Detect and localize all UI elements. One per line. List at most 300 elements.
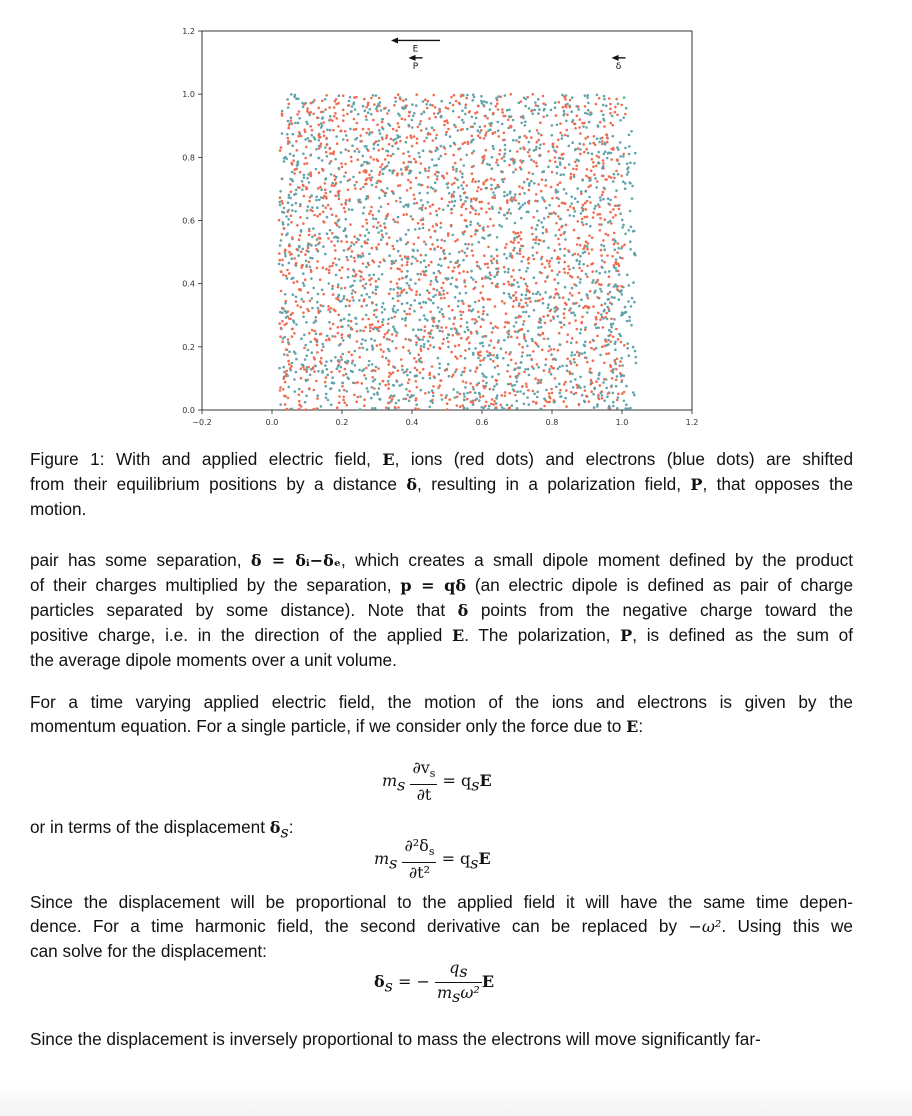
ion-point xyxy=(480,325,483,328)
ion-point xyxy=(501,108,504,111)
electron-point xyxy=(485,376,488,379)
ion-point xyxy=(570,362,573,365)
ion-point xyxy=(402,152,405,155)
electron-point xyxy=(279,311,282,314)
electron-point xyxy=(453,396,456,399)
electron-point xyxy=(542,302,545,305)
electron-point xyxy=(358,199,361,202)
electron-point xyxy=(431,389,434,392)
electron-point xyxy=(447,363,450,366)
electron-point xyxy=(465,292,468,295)
electron-point xyxy=(418,183,421,186)
ion-point xyxy=(464,367,467,370)
ion-point xyxy=(362,318,365,321)
electron-point xyxy=(615,385,618,388)
ion-point xyxy=(333,174,336,177)
electron-point xyxy=(604,271,607,274)
ion-point xyxy=(396,267,399,270)
electron-point xyxy=(456,331,459,334)
ion-point xyxy=(338,401,341,404)
ion-point xyxy=(415,341,418,344)
electron-point xyxy=(287,201,290,204)
ion-point xyxy=(465,208,468,211)
electron-point xyxy=(387,348,390,351)
electron-point xyxy=(391,340,394,343)
ion-point xyxy=(453,182,456,185)
electron-point xyxy=(525,294,528,297)
electron-point xyxy=(618,298,621,301)
electron-point xyxy=(367,390,370,393)
electron-point xyxy=(546,114,549,117)
electron-point xyxy=(406,270,409,273)
ion-point xyxy=(345,199,348,202)
electron-point xyxy=(496,236,499,239)
ion-point xyxy=(559,389,562,392)
electron-point xyxy=(558,366,561,369)
electron-point xyxy=(363,161,366,164)
electron-point xyxy=(621,293,624,296)
ion-point xyxy=(493,179,496,182)
electron-point xyxy=(547,166,550,169)
ion-point xyxy=(284,381,287,384)
electron-point xyxy=(281,264,284,267)
electron-point xyxy=(605,105,608,108)
electron-point xyxy=(343,295,346,298)
ion-point xyxy=(540,190,543,193)
electron-point xyxy=(281,177,284,180)
electron-point xyxy=(345,235,348,238)
ion-point xyxy=(618,208,621,211)
ion-point xyxy=(479,136,482,139)
electron-point xyxy=(619,119,622,122)
electron-point xyxy=(614,363,617,366)
ion-point xyxy=(303,163,306,166)
electron-point xyxy=(347,360,350,363)
ion-point xyxy=(557,349,560,352)
ion-point xyxy=(604,233,607,236)
ion-point xyxy=(490,124,493,127)
ion-point xyxy=(348,305,351,308)
electron-point xyxy=(628,134,631,137)
electron-point xyxy=(443,240,446,243)
ion-point xyxy=(481,277,484,280)
ion-point xyxy=(565,389,568,392)
ion-point xyxy=(397,93,400,96)
ion-point xyxy=(569,99,572,102)
ion-point xyxy=(375,280,378,283)
electron-point xyxy=(295,323,298,326)
ion-point xyxy=(354,187,357,190)
ion-point xyxy=(415,290,418,293)
electron-point xyxy=(567,135,570,138)
ion-point xyxy=(577,253,580,256)
electron-point xyxy=(424,318,427,321)
electron-point xyxy=(392,310,395,313)
ion-point xyxy=(381,121,384,124)
ion-point xyxy=(482,310,485,313)
ion-point xyxy=(483,157,486,160)
ion-point xyxy=(289,183,292,186)
electron-point xyxy=(345,373,348,376)
ion-point xyxy=(456,396,459,399)
ion-point xyxy=(366,222,369,225)
ion-point xyxy=(497,267,500,270)
ion-point xyxy=(396,292,399,295)
electron-point xyxy=(548,368,551,371)
electron-point xyxy=(441,313,444,316)
electron-point xyxy=(322,305,325,308)
electron-point xyxy=(307,173,310,176)
ion-point xyxy=(336,406,339,409)
electron-point xyxy=(583,400,586,403)
ion-point xyxy=(427,170,430,173)
ion-point xyxy=(493,346,496,349)
ion-point xyxy=(299,234,302,237)
electron-point xyxy=(466,321,469,324)
ion-point xyxy=(459,405,462,408)
electron-point xyxy=(525,340,528,343)
ion-point xyxy=(334,194,337,197)
electron-point xyxy=(425,266,428,269)
electron-point xyxy=(409,171,412,174)
ion-point xyxy=(501,157,504,160)
ion-point xyxy=(300,377,303,380)
electron-point xyxy=(524,202,527,205)
ion-point xyxy=(398,278,401,281)
electron-point xyxy=(408,284,411,287)
ion-point xyxy=(406,261,409,264)
electron-point xyxy=(394,100,397,103)
electron-point xyxy=(524,105,527,108)
ion-point xyxy=(443,124,446,127)
ion-point xyxy=(538,239,541,242)
electron-point xyxy=(558,392,561,395)
electron-point xyxy=(282,221,285,224)
electron-point xyxy=(432,395,435,398)
electron-point xyxy=(348,208,351,211)
ion-point xyxy=(518,372,521,375)
ion-point xyxy=(342,396,345,399)
electron-point xyxy=(292,154,295,157)
electron-point xyxy=(545,389,548,392)
electron-point xyxy=(541,196,544,199)
electron-point xyxy=(402,398,405,401)
ion-point xyxy=(574,127,577,130)
ion-point xyxy=(564,271,567,274)
electron-point xyxy=(542,226,545,229)
electron-point xyxy=(538,108,541,111)
electron-point xyxy=(335,264,338,267)
ion-point xyxy=(455,278,458,281)
ion-point xyxy=(528,291,531,294)
electron-point xyxy=(365,314,368,317)
electron-point xyxy=(445,394,448,397)
ion-point xyxy=(341,266,344,269)
ion-point xyxy=(603,125,606,128)
ion-point xyxy=(333,244,336,247)
ion-point xyxy=(519,193,522,196)
ion-point xyxy=(507,407,510,410)
electron-point xyxy=(528,184,531,187)
electron-point xyxy=(400,168,403,171)
electron-point xyxy=(282,366,285,369)
electron-point xyxy=(496,354,499,357)
electron-point xyxy=(457,186,460,189)
ion-point xyxy=(562,296,565,299)
ion-point xyxy=(487,225,490,228)
electron-point xyxy=(440,145,443,148)
ion-point xyxy=(415,380,418,383)
electron-point xyxy=(315,320,318,323)
ion-point xyxy=(460,214,463,217)
electron-point xyxy=(439,293,442,296)
ion-point xyxy=(576,243,579,246)
electron-point xyxy=(463,406,466,409)
ion-point xyxy=(582,223,585,226)
electron-point xyxy=(295,189,298,192)
electron-point xyxy=(399,294,402,297)
ion-point xyxy=(610,222,613,225)
electron-point xyxy=(528,182,531,185)
ion-point xyxy=(288,103,291,106)
ion-point xyxy=(595,103,598,106)
ion-point xyxy=(371,259,374,262)
electron-point xyxy=(352,299,355,302)
electron-point xyxy=(348,313,351,316)
ion-point xyxy=(364,326,367,329)
ion-point xyxy=(596,180,599,183)
ion-point xyxy=(434,190,437,193)
electron-point xyxy=(440,155,443,158)
ion-point xyxy=(565,224,568,227)
electron-point xyxy=(474,209,477,212)
ion-point xyxy=(444,257,447,260)
ion-point xyxy=(302,300,305,303)
electron-point xyxy=(619,141,622,144)
ion-point xyxy=(592,165,595,168)
ion-point xyxy=(363,404,366,407)
ion-point xyxy=(403,289,406,292)
ion-point xyxy=(551,269,554,272)
ion-point xyxy=(446,292,449,295)
electron-point xyxy=(479,126,482,129)
ion-point xyxy=(567,333,570,336)
ion-point xyxy=(304,157,307,160)
ion-point xyxy=(402,161,405,164)
ion-point xyxy=(393,248,396,251)
ion-point xyxy=(600,254,603,257)
electron-point xyxy=(503,339,506,342)
ion-point xyxy=(517,316,520,319)
ion-point xyxy=(359,188,362,191)
ion-point xyxy=(321,168,324,171)
ion-point xyxy=(609,211,612,214)
ion-point xyxy=(458,333,461,336)
electron-point xyxy=(366,348,369,351)
ion-point xyxy=(578,292,581,295)
electron-point xyxy=(560,174,563,177)
ion-point xyxy=(456,357,459,360)
ion-point xyxy=(494,197,497,200)
ion-point xyxy=(340,162,343,165)
ion-point xyxy=(369,324,372,327)
electron-point xyxy=(295,296,298,299)
ion-point xyxy=(608,97,611,100)
ion-point xyxy=(518,305,521,308)
y-tick-label: 1.2 xyxy=(182,28,195,36)
ion-point xyxy=(480,188,483,191)
electron-point xyxy=(530,180,533,183)
electron-point xyxy=(617,173,620,176)
ion-point xyxy=(459,310,462,313)
ion-point xyxy=(373,103,376,106)
electron-point xyxy=(345,218,348,221)
electron-point xyxy=(326,216,329,219)
electron-point xyxy=(573,354,576,357)
ion-point xyxy=(450,224,453,227)
electron-point xyxy=(537,243,540,246)
electron-point xyxy=(498,211,501,214)
ion-point xyxy=(350,160,353,163)
electron-point xyxy=(463,399,466,402)
ion-point xyxy=(464,349,467,352)
ion-point xyxy=(546,401,549,404)
ion-point xyxy=(346,404,349,407)
electron-point xyxy=(566,370,569,373)
ion-point xyxy=(367,104,370,107)
ion-point xyxy=(525,383,528,386)
electron-point xyxy=(537,112,540,115)
ion-point xyxy=(443,120,446,123)
electron-point xyxy=(315,168,318,171)
ion-point xyxy=(388,401,391,404)
ion-point xyxy=(408,287,411,290)
ion-point xyxy=(417,236,420,239)
electron-point xyxy=(577,108,580,111)
ion-point xyxy=(371,302,374,305)
ion-point xyxy=(280,270,283,273)
ion-point xyxy=(591,158,594,161)
electron-point xyxy=(405,292,408,295)
ion-point xyxy=(617,270,620,273)
electron-point xyxy=(392,288,395,291)
ion-point xyxy=(300,367,303,370)
ion-point xyxy=(479,351,482,354)
electron-point xyxy=(326,232,329,235)
ion-point xyxy=(501,394,504,397)
ion-point xyxy=(571,276,574,279)
electron-point xyxy=(538,154,541,157)
electron-point xyxy=(571,195,574,198)
electron-point xyxy=(449,145,452,148)
eq-sub: s xyxy=(397,775,406,795)
electron-point xyxy=(387,380,390,383)
electron-point xyxy=(419,171,422,174)
ion-point xyxy=(287,360,290,363)
electron-point xyxy=(515,139,518,142)
ion-point xyxy=(468,309,471,312)
ion-point xyxy=(379,225,382,228)
ion-point xyxy=(406,313,409,316)
electron-point xyxy=(429,400,432,403)
electron-point xyxy=(518,269,521,272)
electron-point xyxy=(413,202,416,205)
electron-point xyxy=(290,278,293,281)
ion-point xyxy=(377,243,380,246)
ion-point xyxy=(566,129,569,132)
electron-point xyxy=(493,385,496,388)
ion-point xyxy=(567,272,570,275)
electron-point xyxy=(497,121,500,124)
electron-point xyxy=(365,304,368,307)
ion-point xyxy=(387,387,390,390)
electron-point xyxy=(489,108,492,111)
electron-point xyxy=(630,324,633,327)
ion-point xyxy=(435,276,438,279)
electron-point xyxy=(329,129,332,132)
electron-point xyxy=(570,380,573,383)
ion-point xyxy=(358,356,361,359)
ion-point xyxy=(357,158,360,161)
ion-point xyxy=(282,274,285,277)
electron-point xyxy=(618,273,621,276)
ion-point xyxy=(456,404,459,407)
electron-point xyxy=(291,204,294,207)
electron-point xyxy=(579,255,582,258)
electron-point xyxy=(397,287,400,290)
electron-point xyxy=(433,164,436,167)
ion-point xyxy=(480,207,483,210)
electron-point xyxy=(607,298,610,301)
ion-point xyxy=(607,392,610,395)
electron-point xyxy=(330,404,333,407)
ion-point xyxy=(484,125,487,128)
y-tick-label: 0.0 xyxy=(182,406,195,415)
ion-point xyxy=(489,388,492,391)
electron-point xyxy=(435,137,438,140)
electron-point xyxy=(438,373,441,376)
arrow-label: P xyxy=(412,61,419,72)
ion-point xyxy=(581,270,584,273)
ion-point xyxy=(307,291,310,294)
ion-point xyxy=(435,146,438,149)
ion-point xyxy=(528,171,531,174)
electron-point xyxy=(311,297,314,300)
ion-point xyxy=(411,145,414,148)
ion-point xyxy=(436,171,439,174)
electron-point xyxy=(612,371,615,374)
ion-point xyxy=(331,184,334,187)
ion-point xyxy=(406,136,409,139)
electron-point xyxy=(455,328,458,331)
ion-point xyxy=(429,336,432,339)
electron-point xyxy=(365,145,368,148)
electron-point xyxy=(516,390,519,393)
electron-point xyxy=(607,284,610,287)
ion-point xyxy=(496,286,499,289)
electron-point xyxy=(423,343,426,346)
electron-point xyxy=(503,155,506,158)
ion-point xyxy=(552,358,555,361)
ion-point xyxy=(429,311,432,314)
electron-point xyxy=(571,287,574,290)
ion-point xyxy=(439,379,442,382)
ion-point xyxy=(437,387,440,390)
ion-point xyxy=(432,203,435,206)
ion-point xyxy=(401,172,404,175)
ion-point xyxy=(578,354,581,357)
ion-point xyxy=(532,400,535,403)
